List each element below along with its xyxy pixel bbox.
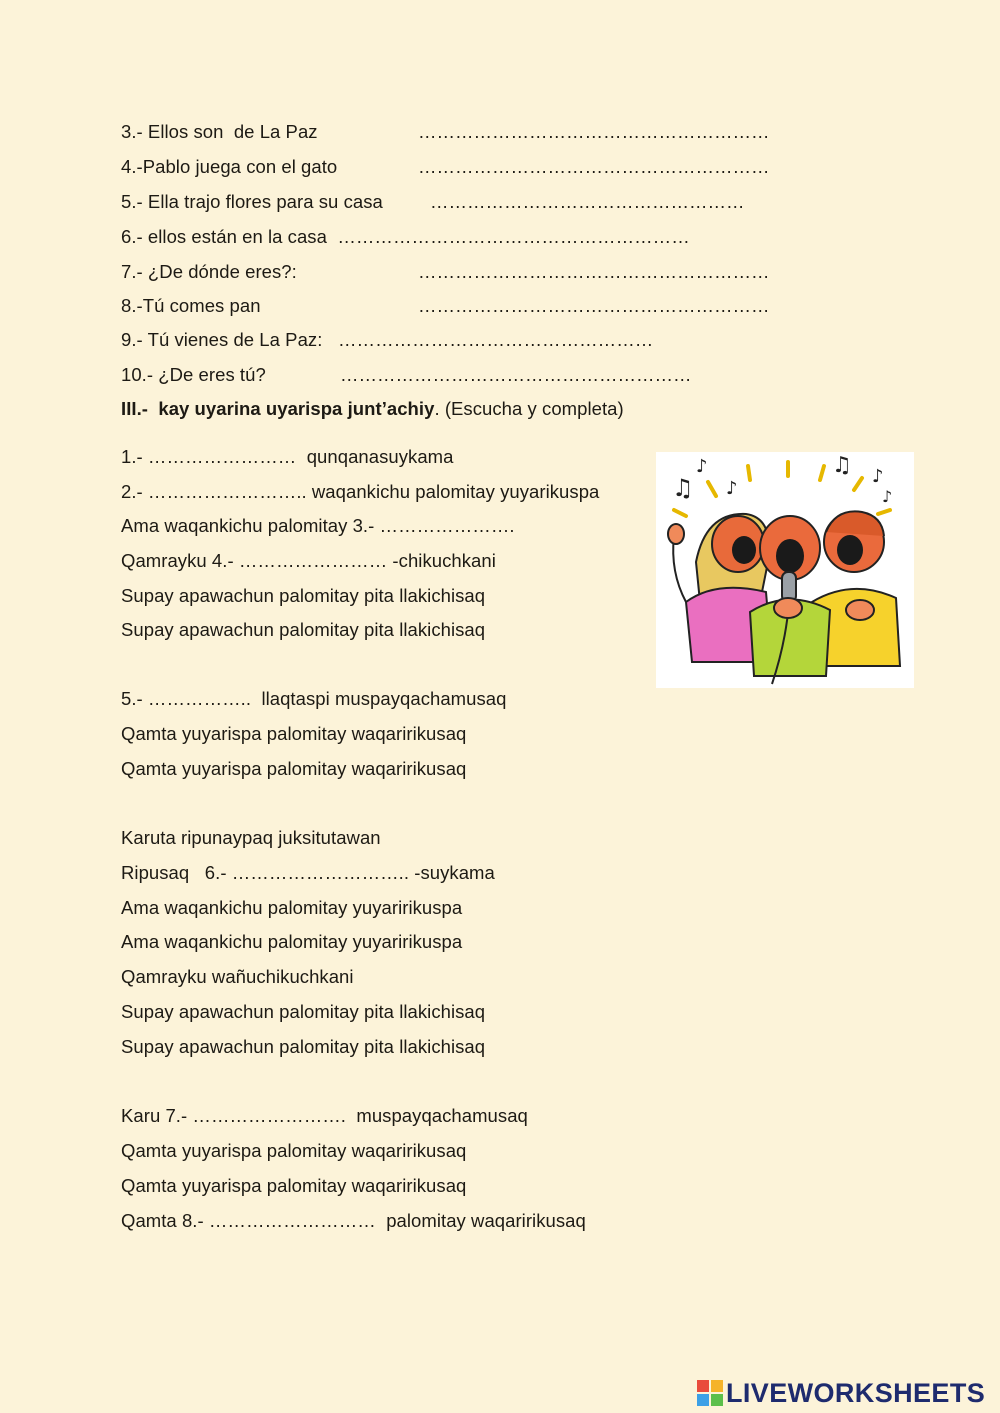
- exercise-7-text: 7.- ¿De dónde eres?:: [121, 261, 297, 282]
- exercise-10-answer-blank[interactable]: …………………………………………………: [340, 364, 692, 385]
- exercise-5-text: 5.- Ella trajo flores para su casa: [121, 191, 383, 212]
- svg-text:♪: ♪: [882, 487, 893, 506]
- lyric-line[interactable]: Ama waqankichu palomitay 3.- ………………….: [121, 515, 515, 536]
- exercise-5-answer-blank[interactable]: ……………………………………………: [430, 191, 745, 212]
- liveworksheets-brand: [697, 1376, 985, 1410]
- svg-text:♪: ♪: [696, 456, 708, 477]
- exercise-3-text: 3.- Ellos son de La Paz: [121, 121, 318, 142]
- exercise-9-text[interactable]: 9.- Tú vienes de La Paz: ……………………………………………: [121, 329, 654, 350]
- lyric-line[interactable]: 1.- …………………… qunqanasuykama: [121, 446, 454, 467]
- lyric-line[interactable]: Karu 7.- ……………………. muspayqachamusaq: [121, 1105, 528, 1126]
- singers-illustration: [656, 452, 914, 688]
- lyric-line: Qamta yuyarispa palomitay waqaririkusaq: [121, 1175, 467, 1196]
- section-3-heading-bold: III.- kay uyarina uyarispa junt’achiy: [121, 398, 435, 419]
- liveworksheets-logo-icon: [697, 1380, 723, 1406]
- lyric-line: Supay apawachun palomitay pita llakichisaq: [121, 619, 486, 640]
- lyric-line[interactable]: Qamrayku 4.- …………………… -chikuchkani: [121, 550, 496, 571]
- liveworksheets-wordmark: LIVEWORKSHEETS: [726, 1377, 986, 1408]
- svg-text:♫: ♫: [832, 453, 852, 478]
- exercise-7-answer-blank[interactable]: …………………………………………………: [418, 261, 770, 282]
- section-3-heading-instruction: . (Escucha y completa): [434, 398, 624, 419]
- lyric-line[interactable]: Ripusaq 6.- ……………………….. -suykama: [121, 862, 495, 883]
- exercise-8-answer-blank[interactable]: …………………………………………………: [418, 295, 770, 316]
- lyric-line[interactable]: 5.- …………….. llaqtaspi muspayqachamusaq: [121, 688, 507, 709]
- svg-text:♪: ♪: [872, 466, 884, 487]
- exercise-6-text[interactable]: 6.- ellos están en la casa …………………………………………………: [121, 226, 690, 247]
- svg-text:♪: ♪: [726, 478, 738, 499]
- exercise-10-text: 10.- ¿De eres tú?: [121, 364, 266, 385]
- lyric-line: Supay apawachun palomitay pita llakichisaq: [121, 1036, 486, 1057]
- lyric-line[interactable]: Qamta 8.- ……………………… palomitay waqaririkusaq: [121, 1210, 586, 1231]
- lyric-line: Qamta yuyarispa palomitay waqaririkusaq: [121, 1140, 467, 1161]
- lyric-line: Qamta yuyarispa palomitay waqaririkusaq: [121, 723, 467, 744]
- lyric-line: Qamrayku wañuchikuchkani: [121, 966, 354, 987]
- lyric-line: Ama waqankichu palomitay yuyaririkuspa: [121, 897, 463, 918]
- exercise-4-answer-blank[interactable]: …………………………………………………: [418, 156, 770, 177]
- exercise-8-text: 8.-Tú comes pan: [121, 295, 261, 316]
- lyric-line: Supay apawachun palomitay pita llakichisaq: [121, 1001, 486, 1022]
- lyric-line[interactable]: 2.- …………………….. waqankichu palomitay yuyarikuspa: [121, 481, 600, 502]
- lyric-line: Karuta ripunaypaq juksitutawan: [121, 827, 381, 848]
- lyric-line: Supay apawachun palomitay pita llakichisaq: [121, 585, 486, 606]
- lyric-line: Qamta yuyarispa palomitay waqaririkusaq: [121, 758, 467, 779]
- lyric-line: Ama waqankichu palomitay yuyaririkuspa: [121, 931, 463, 952]
- exercise-3-answer-blank[interactable]: …………………………………………………: [418, 121, 770, 142]
- svg-text:♫: ♫: [672, 474, 694, 502]
- section-3-heading: [121, 397, 624, 421]
- exercise-4-text: 4.-Pablo juega con el gato: [121, 156, 338, 177]
- singers-drawing: [656, 452, 914, 688]
